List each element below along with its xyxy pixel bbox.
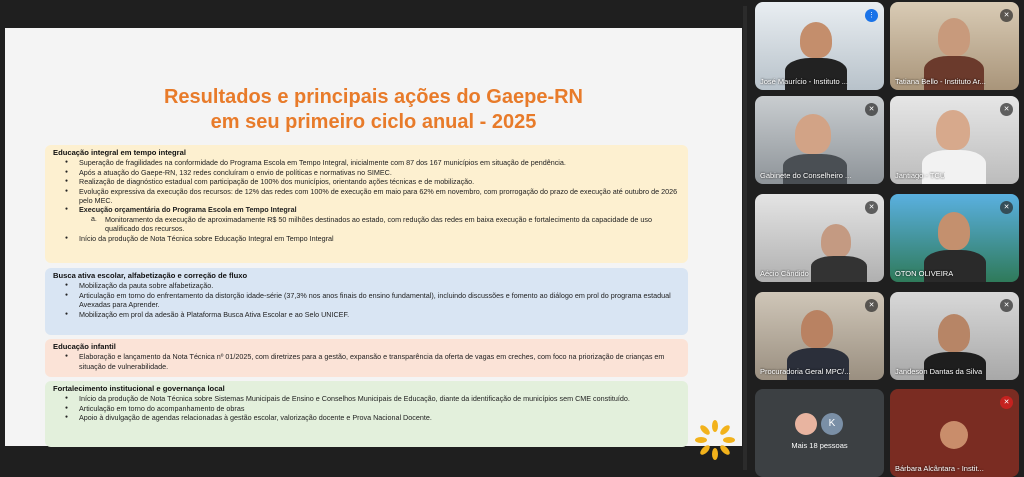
participant-tile[interactable]	[890, 194, 1019, 282]
list-item: ● Superação de fragilidades na conformidade do Programa Escola em Tempo Integral, inicialmente com 87 dos 167 municípios em situação de pendência.	[53, 158, 680, 167]
participant-video	[938, 314, 970, 352]
list-item: ● Após a atuação do Gaepe-RN, 132 redes concluíram o envio de políticas e normativas no SIMEC.	[53, 168, 680, 177]
participant-video	[938, 212, 970, 250]
section-heading: Educação infantil	[53, 342, 116, 351]
participant-name: Procuradoria Geral MPC/...	[760, 367, 851, 376]
slide-title-line1: Resultados e principais ações do Gaepe-RN	[163, 86, 583, 108]
participant-tile[interactable]	[890, 96, 1019, 184]
list-item: ● Realização de diagnóstico estadual com participação de 100% dos municípios, orientando ações técnicas e de mobilização.	[53, 177, 680, 186]
mic-off-icon: ✕	[865, 103, 878, 116]
participant-name: Aécio Cândido	[760, 269, 809, 278]
participant-tile[interactable]	[755, 194, 884, 282]
mic-off-icon: ✕	[1000, 299, 1013, 312]
participant-name: Jantiago - TCU	[895, 171, 946, 180]
participant-video	[800, 22, 832, 58]
shared-slide	[5, 28, 742, 446]
avatar	[940, 421, 968, 449]
mic-off-icon: ✕	[1000, 396, 1013, 409]
list-item: ● Elaboração e lançamento da Nota Técnica nº 01/2025, com diretrizes para a gestão, expansão e transparência da oferta de vagas em creches, com foco na priorização de crianças em situação de vulnerabilidade.	[53, 352, 680, 371]
participant-tile[interactable]	[890, 389, 1019, 477]
avatar	[795, 413, 817, 435]
participant-video	[821, 224, 851, 258]
participant-tile[interactable]	[890, 292, 1019, 380]
mic-off-icon: ✕	[865, 201, 878, 214]
more-participants-tile[interactable]	[755, 389, 884, 477]
participant-name: Bárbara Alcântara - Instit...	[895, 464, 984, 473]
mic-off-icon: ✕	[1000, 103, 1013, 116]
participants-panel	[750, 0, 1024, 477]
section-heading: Fortalecimento institucional e governança local	[53, 384, 225, 393]
section-busca-ativa	[45, 268, 688, 335]
slide-title	[5, 85, 742, 135]
section-educacao-infantil	[45, 339, 688, 377]
participant-video	[936, 110, 970, 150]
mic-off-icon: ✕	[1000, 201, 1013, 214]
participant-tile[interactable]	[755, 96, 884, 184]
list-item: ● Mobilização em prol da adesão à Plataforma Busca Ativa Escolar e ao Selo UNICEF.	[53, 310, 680, 319]
list-item: ● Articulação em torno do acompanhamento de obras	[53, 404, 680, 413]
slide-title-line2: em seu primeiro ciclo anual - 2025	[210, 111, 537, 133]
participant-tile[interactable]	[755, 292, 884, 380]
participant-video	[938, 18, 970, 56]
participant-name: José Maurício - Instituto ...	[760, 77, 848, 86]
list-item: ● Mobilização da pauta sobre alfabetização.	[53, 281, 680, 290]
list-item: ● Articulação em torno do enfrentamento da distorção idade-série (37,3% nos anos finais do ensino fundamental), incluindo discussões e fomento ao diálogo em prol do programa estadual Avexadas para Aprender.	[53, 291, 680, 310]
speaking-indicator-icon: ⋮	[865, 9, 878, 22]
participant-tile[interactable]	[755, 2, 884, 90]
avatar: K	[821, 413, 843, 435]
section-fortalecimento	[45, 381, 688, 447]
section-heading: Educação integral em tempo integral	[53, 148, 186, 157]
stage-scrollbar[interactable]	[743, 6, 747, 470]
list-item: ● Início da produção de Nota Técnica sobre Educação Integral em Tempo Integral	[53, 234, 680, 243]
more-participants-label: Mais 18 pessoas	[791, 441, 848, 450]
participant-video	[801, 310, 833, 348]
mic-off-icon: ✕	[1000, 9, 1013, 22]
participant-name: Jandeson Dantas da Silva	[895, 367, 983, 376]
participant-video	[795, 114, 831, 154]
list-item: ● Evolução expressiva da execução dos recursos: de 12% das redes com 100% de execução em maio para 62% em novembro, com prorrogação do prazo de execução até outubro de 2026 pelo MEC.	[53, 187, 680, 206]
participant-tile[interactable]	[890, 2, 1019, 90]
sun-logo-icon	[695, 420, 735, 460]
section-educacao-integral	[45, 145, 688, 263]
list-subitem: a. Monitoramento da execução de aproximadamente R$ 50 milhões destinados ao estado, com redução das redes em baixa execução e fortalecimento da capacidade de uso qualificado dos recursos.	[53, 215, 680, 234]
list-item: ● Início da produção de Nota Técnica sobre Sistemas Municipais de Ensino e Conselhos Municipais de Educação, diante da identificação de municípios sem CME constituído.	[53, 394, 680, 403]
list-item: ● Execução orçamentária do Programa Escola em Tempo Integral	[53, 205, 680, 214]
participant-name: Gabinete do Conselheiro ...	[760, 171, 852, 180]
section-heading: Busca ativa escolar, alfabetização e correção de fluxo	[53, 271, 248, 280]
mic-off-icon: ✕	[865, 299, 878, 312]
participant-name: Tatiana Bello - Instituto Ar...	[895, 77, 986, 86]
list-item: ● Apoio à divulgação de agendas relacionadas à gestão escolar, valorização docente e Prova Nacional Docente.	[53, 413, 680, 422]
participant-name: OTON OLIVEIRA	[895, 269, 954, 278]
